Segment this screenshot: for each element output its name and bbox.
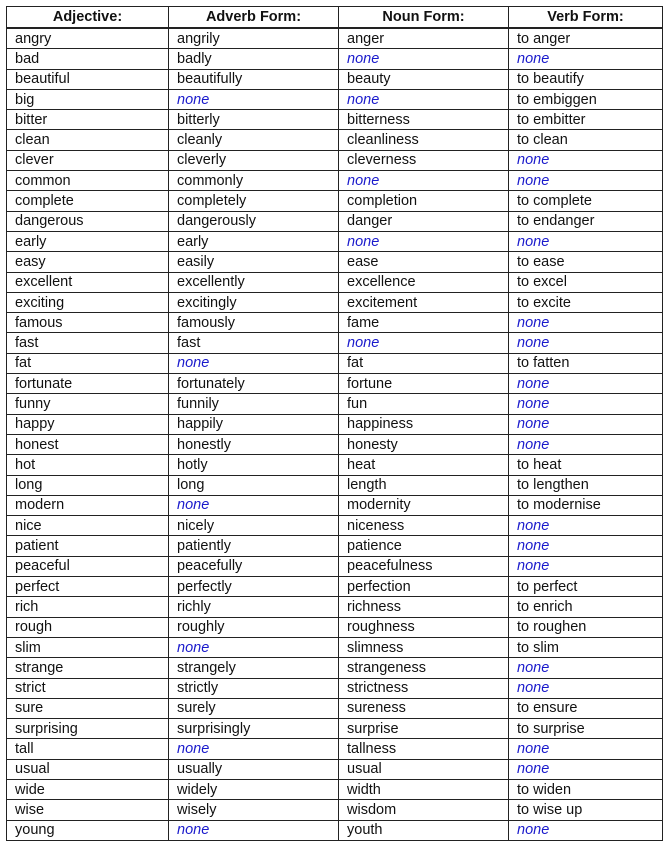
table-row (7, 820, 663, 840)
noun-cell: none (339, 231, 509, 251)
adverb-cell: hotly (169, 455, 339, 475)
verb-cell: to complete (509, 191, 663, 211)
adverb-cell: usually (169, 759, 339, 779)
noun-cell: roughness (339, 617, 509, 637)
adverb-cell: patiently (169, 536, 339, 556)
adjective-cell: nice (7, 516, 169, 536)
verb-cell: to anger (509, 28, 663, 49)
verb-cell: none (509, 820, 663, 840)
table-row (7, 252, 663, 272)
verb-cell: none (509, 678, 663, 698)
noun-cell: excitement (339, 292, 509, 312)
adjective-cell: rich (7, 597, 169, 617)
adjective-cell: funny (7, 394, 169, 414)
adjective-cell: happy (7, 414, 169, 434)
noun-cell: youth (339, 820, 509, 840)
table-body (7, 28, 663, 840)
adverb-cell: cleanly (169, 130, 339, 150)
table-row (7, 69, 663, 89)
table-header (7, 7, 663, 29)
adjective-cell: bad (7, 49, 169, 69)
noun-cell: slimness (339, 637, 509, 657)
header-noun-form: Noun Form: (339, 7, 509, 29)
verb-cell: to beautify (509, 69, 663, 89)
adverb-cell: none (169, 739, 339, 759)
adverb-cell: early (169, 231, 339, 251)
noun-cell: modernity (339, 495, 509, 515)
verb-cell: to excel (509, 272, 663, 292)
verb-cell: to lengthen (509, 475, 663, 495)
noun-cell: fun (339, 394, 509, 414)
table-row (7, 394, 663, 414)
noun-cell: excellence (339, 272, 509, 292)
noun-cell: fortune (339, 374, 509, 394)
adverb-cell: happily (169, 414, 339, 434)
noun-cell: fat (339, 353, 509, 373)
noun-cell: sureness (339, 698, 509, 718)
noun-cell: cleanliness (339, 130, 509, 150)
adjective-cell: big (7, 89, 169, 109)
adverb-cell: famously (169, 313, 339, 333)
noun-cell: heat (339, 455, 509, 475)
adverb-cell: strangely (169, 658, 339, 678)
noun-cell: niceness (339, 516, 509, 536)
header-adjective: Adjective: (7, 7, 169, 29)
table-row (7, 556, 663, 576)
table-row (7, 800, 663, 820)
table-row (7, 272, 663, 292)
adjective-cell: fast (7, 333, 169, 353)
table-row (7, 191, 663, 211)
header-row (7, 7, 663, 29)
adverb-cell: bitterly (169, 110, 339, 130)
adverb-cell: perfectly (169, 577, 339, 597)
table-row (7, 353, 663, 373)
verb-cell: none (509, 414, 663, 434)
verb-cell: none (509, 516, 663, 536)
table-row (7, 739, 663, 759)
noun-cell: surprise (339, 719, 509, 739)
adjective-cell: bitter (7, 110, 169, 130)
adjective-cell: tall (7, 739, 169, 759)
adjective-cell: perfect (7, 577, 169, 597)
adjective-cell: strict (7, 678, 169, 698)
adjective-cell: clever (7, 150, 169, 170)
adverb-cell: wisely (169, 800, 339, 820)
adjective-cell: honest (7, 434, 169, 454)
table-row (7, 313, 663, 333)
verb-cell: to perfect (509, 577, 663, 597)
table-row (7, 536, 663, 556)
verb-cell: none (509, 150, 663, 170)
adverb-cell: peacefully (169, 556, 339, 576)
adjective-cell: clean (7, 130, 169, 150)
table-row (7, 759, 663, 779)
table-row (7, 577, 663, 597)
noun-cell: completion (339, 191, 509, 211)
adverb-cell: funnily (169, 394, 339, 414)
verb-cell: none (509, 171, 663, 191)
verb-cell: to surprise (509, 719, 663, 739)
verb-cell: none (509, 739, 663, 759)
header-adverb-form: Adverb Form: (169, 7, 339, 29)
verb-cell: none (509, 434, 663, 454)
adjective-cell: wide (7, 779, 169, 799)
noun-cell: anger (339, 28, 509, 49)
verb-cell: to widen (509, 779, 663, 799)
adverb-cell: none (169, 495, 339, 515)
table-row (7, 171, 663, 191)
verb-cell: none (509, 333, 663, 353)
adverb-cell: none (169, 89, 339, 109)
adverb-cell: richly (169, 597, 339, 617)
adjective-cell: young (7, 820, 169, 840)
adjective-cell: easy (7, 252, 169, 272)
verb-cell: none (509, 556, 663, 576)
noun-cell: happiness (339, 414, 509, 434)
noun-cell: fame (339, 313, 509, 333)
table-row (7, 617, 663, 637)
verb-cell: to excite (509, 292, 663, 312)
noun-cell: strangeness (339, 658, 509, 678)
verb-cell: none (509, 231, 663, 251)
table-row (7, 475, 663, 495)
adjective-cell: rough (7, 617, 169, 637)
table-row (7, 110, 663, 130)
table-row (7, 333, 663, 353)
table-row (7, 516, 663, 536)
verb-cell: to roughen (509, 617, 663, 637)
verb-cell: to embiggen (509, 89, 663, 109)
table-row (7, 434, 663, 454)
adverb-cell: easily (169, 252, 339, 272)
verb-cell: none (509, 536, 663, 556)
adverb-cell: excellently (169, 272, 339, 292)
table-row (7, 49, 663, 69)
adverb-cell: angrily (169, 28, 339, 49)
noun-cell: peacefulness (339, 556, 509, 576)
adjective-cell: surprising (7, 719, 169, 739)
table-row (7, 414, 663, 434)
noun-cell: bitterness (339, 110, 509, 130)
noun-cell: usual (339, 759, 509, 779)
adverb-cell: long (169, 475, 339, 495)
verb-cell: to heat (509, 455, 663, 475)
adverb-cell: none (169, 637, 339, 657)
table-row (7, 719, 663, 739)
adverb-cell: commonly (169, 171, 339, 191)
adverb-cell: strictly (169, 678, 339, 698)
adjective-cell: slim (7, 637, 169, 657)
table-row (7, 130, 663, 150)
table-row (7, 698, 663, 718)
adverb-cell: badly (169, 49, 339, 69)
noun-cell: wisdom (339, 800, 509, 820)
table-row (7, 637, 663, 657)
verb-cell: to slim (509, 637, 663, 657)
verb-cell: to clean (509, 130, 663, 150)
adverb-cell: nicely (169, 516, 339, 536)
adjective-cell: exciting (7, 292, 169, 312)
table-row (7, 150, 663, 170)
adjective-cell: patient (7, 536, 169, 556)
adjective-cell: angry (7, 28, 169, 49)
noun-cell: none (339, 333, 509, 353)
verb-cell: to enrich (509, 597, 663, 617)
noun-cell: tallness (339, 739, 509, 759)
adjective-cell: strange (7, 658, 169, 678)
table-row (7, 597, 663, 617)
verb-cell: to fatten (509, 353, 663, 373)
adjective-cell: usual (7, 759, 169, 779)
noun-cell: patience (339, 536, 509, 556)
table-row (7, 678, 663, 698)
table-row (7, 455, 663, 475)
adjective-cell: fortunate (7, 374, 169, 394)
noun-cell: width (339, 779, 509, 799)
noun-cell: honesty (339, 434, 509, 454)
adverb-cell: surely (169, 698, 339, 718)
table-row (7, 89, 663, 109)
verb-cell: to embitter (509, 110, 663, 130)
table-row (7, 211, 663, 231)
verb-cell: to ease (509, 252, 663, 272)
noun-cell: ease (339, 252, 509, 272)
adjective-cell: peaceful (7, 556, 169, 576)
adverb-cell: surprisingly (169, 719, 339, 739)
verb-cell: none (509, 374, 663, 394)
adjective-cell: dangerous (7, 211, 169, 231)
adjective-cell: beautiful (7, 69, 169, 89)
noun-cell: danger (339, 211, 509, 231)
adverb-cell: completely (169, 191, 339, 211)
adverb-cell: fast (169, 333, 339, 353)
verb-cell: none (509, 658, 663, 678)
adverb-cell: excitingly (169, 292, 339, 312)
adverb-cell: honestly (169, 434, 339, 454)
table-row (7, 495, 663, 515)
verb-cell: none (509, 313, 663, 333)
adjective-cell: modern (7, 495, 169, 515)
adverb-cell: cleverly (169, 150, 339, 170)
adjective-cell: long (7, 475, 169, 495)
adverb-cell: none (169, 820, 339, 840)
noun-cell: none (339, 171, 509, 191)
adjective-cell: sure (7, 698, 169, 718)
noun-cell: richness (339, 597, 509, 617)
adjective-cell: hot (7, 455, 169, 475)
table-row (7, 374, 663, 394)
verb-cell: none (509, 394, 663, 414)
table-row (7, 658, 663, 678)
verb-cell: none (509, 759, 663, 779)
verb-cell: to modernise (509, 495, 663, 515)
noun-cell: cleverness (339, 150, 509, 170)
adverb-cell: roughly (169, 617, 339, 637)
noun-cell: strictness (339, 678, 509, 698)
adjective-cell: early (7, 231, 169, 251)
adverb-cell: widely (169, 779, 339, 799)
adjective-cell: common (7, 171, 169, 191)
adverb-cell: none (169, 353, 339, 373)
noun-cell: none (339, 89, 509, 109)
adjective-cell: wise (7, 800, 169, 820)
adverb-cell: fortunately (169, 374, 339, 394)
verb-cell: to endanger (509, 211, 663, 231)
adjective-cell: complete (7, 191, 169, 211)
noun-cell: none (339, 49, 509, 69)
adjective-cell: famous (7, 313, 169, 333)
header-verb-form: Verb Form: (509, 7, 663, 29)
word-forms-table (6, 6, 663, 841)
verb-cell: to ensure (509, 698, 663, 718)
table-row (7, 231, 663, 251)
noun-cell: perfection (339, 577, 509, 597)
verb-cell: none (509, 49, 663, 69)
verb-cell: to wise up (509, 800, 663, 820)
table-row (7, 779, 663, 799)
adjective-cell: fat (7, 353, 169, 373)
adverb-cell: beautifully (169, 69, 339, 89)
noun-cell: beauty (339, 69, 509, 89)
table-row (7, 28, 663, 49)
table-row (7, 292, 663, 312)
adverb-cell: dangerously (169, 211, 339, 231)
word-forms-table-container (6, 6, 663, 841)
adjective-cell: excellent (7, 272, 169, 292)
noun-cell: length (339, 475, 509, 495)
